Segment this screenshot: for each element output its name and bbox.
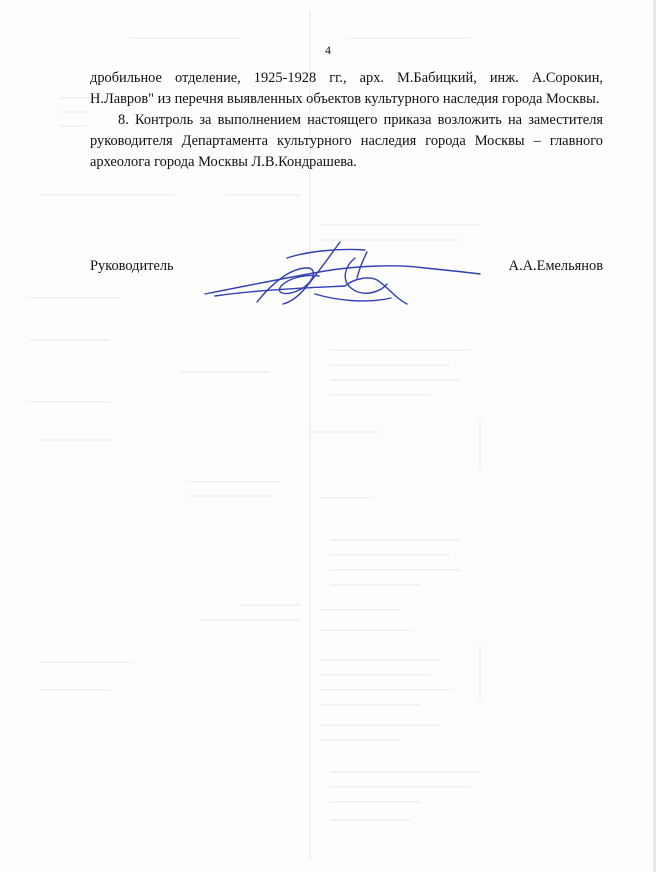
paragraph-item-8: 8. Контроль за выполнением настоящего приказа возложить на заместителя руководителя Департамента культурного наследия города Москвы – главного археолога города Москвы Л.В.Кондрашева.	[90, 112, 603, 170]
document-body	[90, 68, 603, 173]
signer-name: А.А.Емельянов	[508, 258, 603, 274]
handwritten-signature	[195, 238, 485, 320]
signer-role: Руководитель	[90, 258, 174, 274]
page-number: 4	[325, 43, 331, 57]
paragraph-continuation: дробильное отделение, 1925-1928 гг., арх. М.Бабицкий, инж. А.Сорокин, Н.Лавров" из перечня выявленных объектов культурного наследия города Москвы.	[90, 70, 603, 107]
